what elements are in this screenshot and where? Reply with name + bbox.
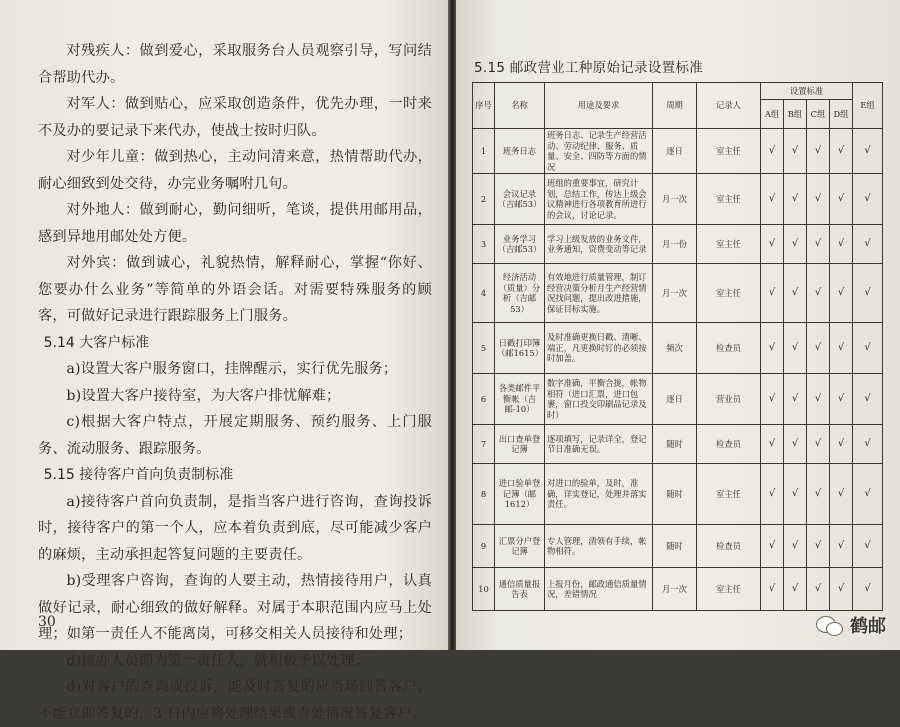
body-paragraph: d)对客户的查询或投诉，能及时答复的应当场回答客户，不能立即答复的，3 日内应将处理结果或查处情况答复客户。 — [38, 679, 432, 722]
header-group-b: B组 — [784, 100, 807, 129]
wechat-icon — [816, 614, 844, 636]
header-group-a: A组 — [761, 100, 784, 129]
check-mark: √ — [853, 464, 883, 525]
check-mark: √ — [761, 225, 784, 264]
check-mark: √ — [807, 174, 830, 225]
cell-seq: 1 — [473, 129, 495, 174]
cell-recorder: 室主任 — [697, 464, 761, 525]
left-page — [0, 0, 448, 722]
check-mark: √ — [830, 568, 853, 611]
cell-name: 通信质量报告表 — [495, 568, 545, 611]
body-paragraph: b)设置大客户接待室，为大客户排忧解难； — [66, 387, 341, 404]
check-mark: √ — [830, 174, 853, 225]
watermark — [816, 612, 886, 638]
records-table — [472, 82, 883, 611]
table-row — [473, 425, 883, 464]
check-mark: √ — [807, 374, 830, 425]
header-group-e: E组 — [853, 83, 883, 129]
cell-use: 对进口的验单，及时，准确，详实登记，处理并落实责任。 — [545, 464, 653, 525]
header-standard: 设置标准 — [761, 83, 853, 100]
body-paragraph: d)接办人员即为第一责任人，就积极予以处理； — [66, 652, 370, 669]
cell-seq: 9 — [473, 525, 495, 568]
cell-seq: 6 — [473, 374, 495, 425]
check-mark: √ — [784, 264, 807, 323]
check-mark: √ — [761, 374, 784, 425]
header-recorder: 记录人 — [697, 83, 761, 129]
body-paragraph: b)受理客户咨询，查询的人要主动，热情接待用户，认真做好记录，耐心细致的做好解释。对属于本职范围内应马上处理；如第一责任人不能离岗，可移交相关人员接待和处理； — [38, 573, 432, 642]
header-group-c: C组 — [807, 100, 830, 129]
cell-period: 月一次 — [653, 174, 697, 225]
cell-name: 出口查单登记簿 — [495, 425, 545, 464]
cell-period: 随时 — [653, 464, 697, 525]
cell-name: 班务日志 — [495, 129, 545, 174]
check-mark: √ — [807, 464, 830, 525]
check-mark: √ — [784, 425, 807, 464]
cell-recorder: 室主任 — [697, 568, 761, 611]
cell-period: 月一份 — [653, 225, 697, 264]
cell-period: 月一次 — [653, 568, 697, 611]
table-title: 5.15 邮政营业工种原始记录设置标准 — [474, 60, 704, 76]
cell-use: 逐项填写，记录详全，登记节日准确无误。 — [545, 425, 653, 464]
book-gutter — [448, 0, 456, 650]
check-mark: √ — [830, 129, 853, 174]
cell-recorder: 检查员 — [697, 425, 761, 464]
check-mark: √ — [830, 225, 853, 264]
cell-seq: 3 — [473, 225, 495, 264]
check-mark: √ — [853, 129, 883, 174]
header-seq: 序号 — [473, 83, 495, 129]
cell-recorder: 检查员 — [697, 525, 761, 568]
check-mark: √ — [807, 425, 830, 464]
cell-name: 汇票分户登记簿 — [495, 525, 545, 568]
cell-period: 月一次 — [653, 264, 697, 323]
check-mark: √ — [853, 525, 883, 568]
section-heading: 5.15 接待客户首向负责制标准 — [43, 467, 234, 483]
check-mark: √ — [784, 568, 807, 611]
check-mark: √ — [761, 264, 784, 323]
check-mark: √ — [853, 425, 883, 464]
cell-period: 逐日 — [653, 374, 697, 425]
cell-period: 随时 — [653, 525, 697, 568]
check-mark: √ — [761, 425, 784, 464]
table-row — [473, 464, 883, 525]
check-mark: √ — [807, 264, 830, 323]
cell-seq: 10 — [473, 568, 495, 611]
cell-use: 有效地进行质量管理，制订经营决策分析月生产经营情况找问题，提出改进措施，保证目标实施。 — [545, 264, 653, 323]
table-row — [473, 129, 883, 174]
cell-period: 随时 — [653, 425, 697, 464]
table-row — [473, 323, 883, 374]
check-mark: √ — [761, 568, 784, 611]
check-mark: √ — [807, 568, 830, 611]
cell-use: 及时准确更换日戳、清晰、端正，凡更换时钉的必须按时加盖。 — [545, 323, 653, 374]
check-mark: √ — [761, 174, 784, 225]
check-mark: √ — [784, 323, 807, 374]
body-paragraph: 对军人：做到贴心，应采取创造条件，优先办理，一时来不及办的要记录下来代办，使战士按时归队。 — [38, 96, 432, 139]
check-mark: √ — [784, 174, 807, 225]
check-mark: √ — [853, 374, 883, 425]
cell-name: 业务学习（吉邮53） — [495, 225, 545, 264]
records-table-body — [473, 129, 883, 611]
cell-name: 会议记录（吉邮53） — [495, 174, 545, 225]
check-mark: √ — [830, 425, 853, 464]
check-mark: √ — [784, 374, 807, 425]
check-mark: √ — [830, 323, 853, 374]
check-mark: √ — [830, 264, 853, 323]
check-mark: √ — [761, 129, 784, 174]
check-mark: √ — [807, 225, 830, 264]
check-mark: √ — [830, 464, 853, 525]
left-page-content — [38, 38, 432, 727]
body-paragraph: 对外地人：做到耐心，勤问细听，笔谈，提供用邮用品，感到异地用邮处处方便。 — [38, 202, 432, 245]
header-group-d: D组 — [830, 100, 853, 129]
body-paragraph: 对少年儿童：做到热心，主动问清来意，热情帮助代办，耐心细致到处交待，办完业务嘱咐几句。 — [38, 149, 432, 192]
check-mark: √ — [853, 174, 883, 225]
check-mark: √ — [853, 323, 883, 374]
section-heading: 5.14 大客户标准 — [43, 334, 150, 351]
cell-name: 各类邮件平衡帐（吉邮-10） — [495, 374, 545, 425]
cell-name: 日戳打印簿（邮1615） — [495, 323, 545, 374]
check-mark: √ — [761, 525, 784, 568]
body-paragraph: 对残疾人：做到爱心，采取服务台人员观察引导，写问结合帮助代办。 — [38, 43, 432, 86]
cell-recorder: 检查员 — [697, 323, 761, 374]
table-row — [473, 568, 883, 611]
cell-use: 班组的重要事宜，研究计划，总结工作，传达上级会议精神进行各项教育所进行的会议，讨论记录。 — [545, 174, 653, 225]
check-mark: √ — [807, 323, 830, 374]
check-mark: √ — [784, 464, 807, 525]
cell-recorder: 室主任 — [697, 225, 761, 264]
check-mark: √ — [807, 129, 830, 174]
cell-period: 频次 — [653, 323, 697, 374]
cell-use: 班务日志、记录生产经营活动、劳动纪律、服务、质量、安全、四防等方面的情况 — [545, 129, 653, 174]
check-mark: √ — [784, 225, 807, 264]
header-name: 名称 — [495, 83, 545, 129]
cell-seq: 7 — [473, 425, 495, 464]
body-paragraph: a)接待客户首向负责制，是指当客户进行咨询，查询投诉时，接待客户的第一个人，应本着负责到底，尽可能减少客户的麻烦，主动承担起答复问题的主要责任。 — [38, 493, 432, 563]
check-mark: √ — [830, 374, 853, 425]
cell-name: 进口验单登记簿（邮1612） — [495, 464, 545, 525]
body-paragraph: c)根据大客户特点，开展定期服务、预约服务、上门服务、流动服务、跟踪服务。 — [38, 414, 432, 457]
right-page — [456, 0, 900, 650]
table-row — [473, 374, 883, 425]
cell-use: 数字准确，平衡合拢，帐物相符（进口汇票，进口包裹，窗口投交印刷品记录及时） — [545, 374, 653, 425]
cell-use: 学习上级发放的业务文件，业务通知，资费变动等记录 — [545, 225, 653, 264]
check-mark: √ — [784, 525, 807, 568]
cell-use: 专人管理，清领有手续，帐物相符。 — [545, 525, 653, 568]
cell-seq: 4 — [473, 264, 495, 323]
table-row — [473, 525, 883, 568]
cell-recorder: 室主任 — [697, 129, 761, 174]
check-mark: √ — [830, 525, 853, 568]
check-mark: √ — [761, 323, 784, 374]
cell-period: 逐日 — [653, 129, 697, 174]
table-row — [473, 264, 883, 323]
table-row — [473, 225, 883, 264]
page-number: 30 — [38, 614, 56, 630]
cell-seq: 8 — [473, 464, 495, 525]
watermark-text: 鹤邮 — [850, 616, 886, 637]
cell-name: 经济活动（质量）分析（吉邮53） — [495, 264, 545, 323]
cell-seq: 2 — [473, 174, 495, 225]
check-mark: √ — [761, 464, 784, 525]
header-use: 用途及要求 — [545, 83, 653, 129]
body-paragraph: 对外宾：做到诚心，礼貌热情，解释耐心，掌握“你好、您要办什么业务”等简单的外语会话。对需要特殊服务的顾客，可做好记录进行跟踪服务上门服务。 — [38, 255, 432, 324]
check-mark: √ — [853, 264, 883, 323]
check-mark: √ — [853, 225, 883, 264]
body-paragraph: a)设置大客户服务窗口，挂牌醒示，实行优先服务； — [66, 361, 398, 377]
cell-recorder: 室主任 — [697, 174, 761, 225]
cell-recorder: 营业员 — [697, 374, 761, 425]
check-mark: √ — [784, 129, 807, 174]
check-mark: √ — [853, 568, 883, 611]
cell-use: 上报月份，邮政通信质量情况，差错情况 — [545, 568, 653, 611]
header-period: 周期 — [653, 83, 697, 129]
cell-recorder: 室主任 — [697, 264, 761, 323]
table-row — [473, 174, 883, 225]
check-mark: √ — [807, 525, 830, 568]
cell-seq: 5 — [473, 323, 495, 374]
